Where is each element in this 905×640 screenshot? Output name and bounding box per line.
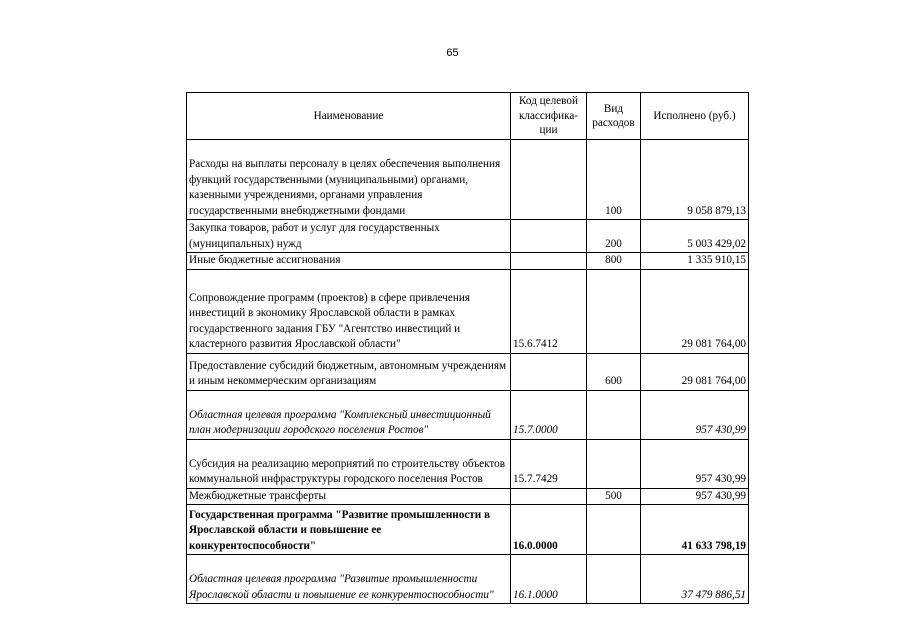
row-amount: 29 081 764,00: [641, 269, 749, 353]
table-row: [187, 140, 749, 220]
row-type: 200: [587, 220, 641, 253]
row-type: 600: [587, 353, 641, 390]
header-name: Наименование: [187, 93, 511, 140]
row-amount: 957 430,99: [641, 488, 749, 505]
row-code: 16.0.0000: [511, 505, 587, 555]
row-name: Закупка товаров, работ и услуг для государственных (муниципальных) нужд: [187, 220, 511, 253]
row-code: [511, 253, 587, 270]
budget-table: [186, 92, 749, 604]
table-row: [187, 488, 749, 505]
row-name: Расходы на выплаты персоналу в целях обеспечения выполнения функций государственными (муниципальными) органами, казенными учреждениями, органами управления государственными внебюджетными фондами: [187, 140, 511, 220]
table-row: [187, 220, 749, 253]
row-type: [587, 505, 641, 555]
row-code: 15.7.0000: [511, 390, 587, 439]
row-type: 800: [587, 253, 641, 270]
table-row: [187, 253, 749, 270]
row-name: Государственная программа "Развитие промышленности в Ярославской области и повышение ее конкурентоспособности": [187, 505, 511, 555]
row-code: [511, 140, 587, 220]
row-type: [587, 439, 641, 488]
row-type: [587, 390, 641, 439]
header-type: Вид расходов: [587, 93, 641, 140]
row-code: 15.7.7429: [511, 439, 587, 488]
header-amount: Исполнено (руб.): [641, 93, 749, 140]
row-code: 16.1.0000: [511, 555, 587, 604]
table-row: [187, 269, 749, 353]
row-type: 500: [587, 488, 641, 505]
row-amount: 41 633 798,19: [641, 505, 749, 555]
row-name: Областная целевая программа "Комплексный инвестиционный план модернизации городского поселения Ростов": [187, 390, 511, 439]
header-code: Код целевой классифика-ции: [511, 93, 587, 140]
row-name: Предоставление субсидий бюджетным, автономным учреждениям и иным некоммерческим организациям: [187, 353, 511, 390]
table-row: [187, 555, 749, 604]
page-number: 65: [446, 47, 459, 59]
table-row: [187, 505, 749, 555]
row-type: 100: [587, 140, 641, 220]
row-name: Сопровождение программ (проектов) в сфере привлечения инвестиций в экономику Ярославской области в рамках государственного задания ГБУ "Агентство инвестиций и кластерного развития Ярославской области": [187, 269, 511, 353]
table-row: [187, 353, 749, 390]
row-amount: 37 479 886,51: [641, 555, 749, 604]
row-amount: 9 058 879,13: [641, 140, 749, 220]
row-amount: 1 335 910,15: [641, 253, 749, 270]
row-code: [511, 220, 587, 253]
row-name: Областная целевая программа "Развитие промышленности Ярославской области и повышение ее конкурентоспособности": [187, 555, 511, 604]
table-row: [187, 439, 749, 488]
row-type: [587, 555, 641, 604]
table-row: [187, 390, 749, 439]
table-header-row: [187, 93, 749, 140]
row-name: Субсидия на реализацию мероприятий по строительству объектов коммунальной инфраструктуры городского поселения Ростов: [187, 439, 511, 488]
row-code: [511, 488, 587, 505]
row-code: [511, 353, 587, 390]
row-code: 15.6.7412: [511, 269, 587, 353]
row-amount: 5 003 429,02: [641, 220, 749, 253]
row-amount: 29 081 764,00: [641, 353, 749, 390]
row-name: Иные бюджетные ассигнования: [187, 253, 511, 270]
row-type: [587, 269, 641, 353]
row-name: Межбюджетные трансферты: [187, 488, 511, 505]
row-amount: 957 430,99: [641, 439, 749, 488]
row-amount: 957 430,99: [641, 390, 749, 439]
